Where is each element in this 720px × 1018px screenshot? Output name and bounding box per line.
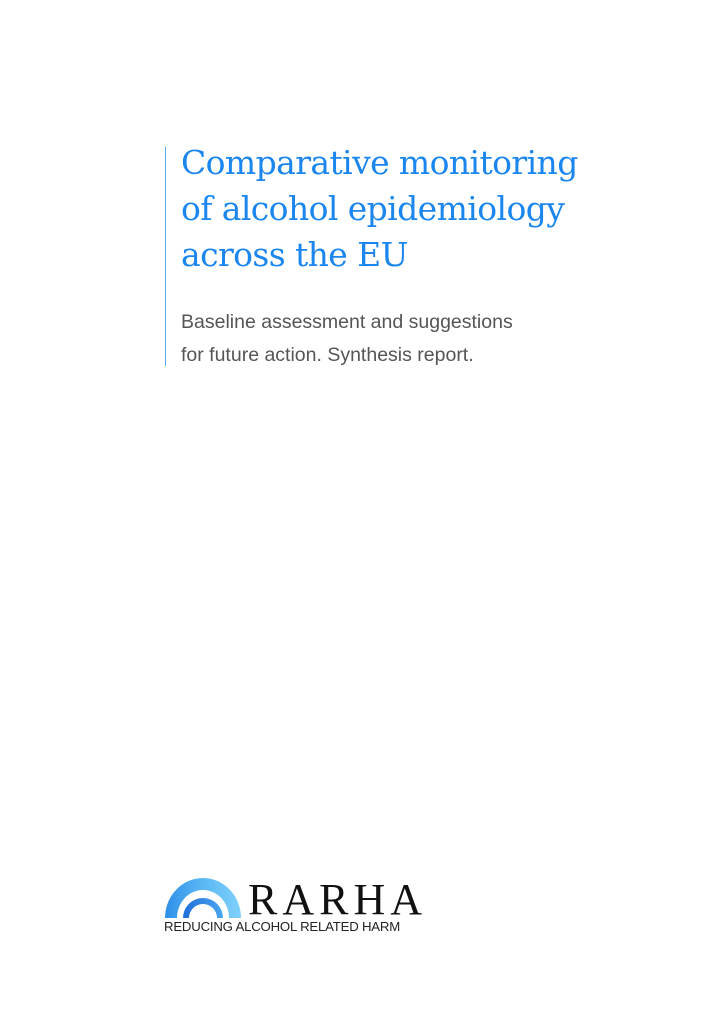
title-line: Comparative monitoring bbox=[181, 143, 578, 182]
rarha-logo bbox=[163, 874, 428, 938]
subtitle-line: Baseline assessment and suggestions bbox=[181, 311, 513, 333]
logo-brand: RARHA bbox=[248, 875, 428, 924]
subtitle-line: for future action. Synthesis report. bbox=[181, 344, 474, 366]
title-line: of alcohol epidemiology bbox=[181, 189, 565, 228]
title-line: across the EU bbox=[181, 235, 408, 274]
logo-tagline: REDUCING ALCOHOL RELATED HARM bbox=[164, 919, 401, 934]
arch-icon bbox=[163, 874, 245, 920]
vertical-accent-rule bbox=[165, 147, 166, 366]
document-title bbox=[181, 140, 661, 278]
document-subtitle bbox=[181, 306, 513, 372]
